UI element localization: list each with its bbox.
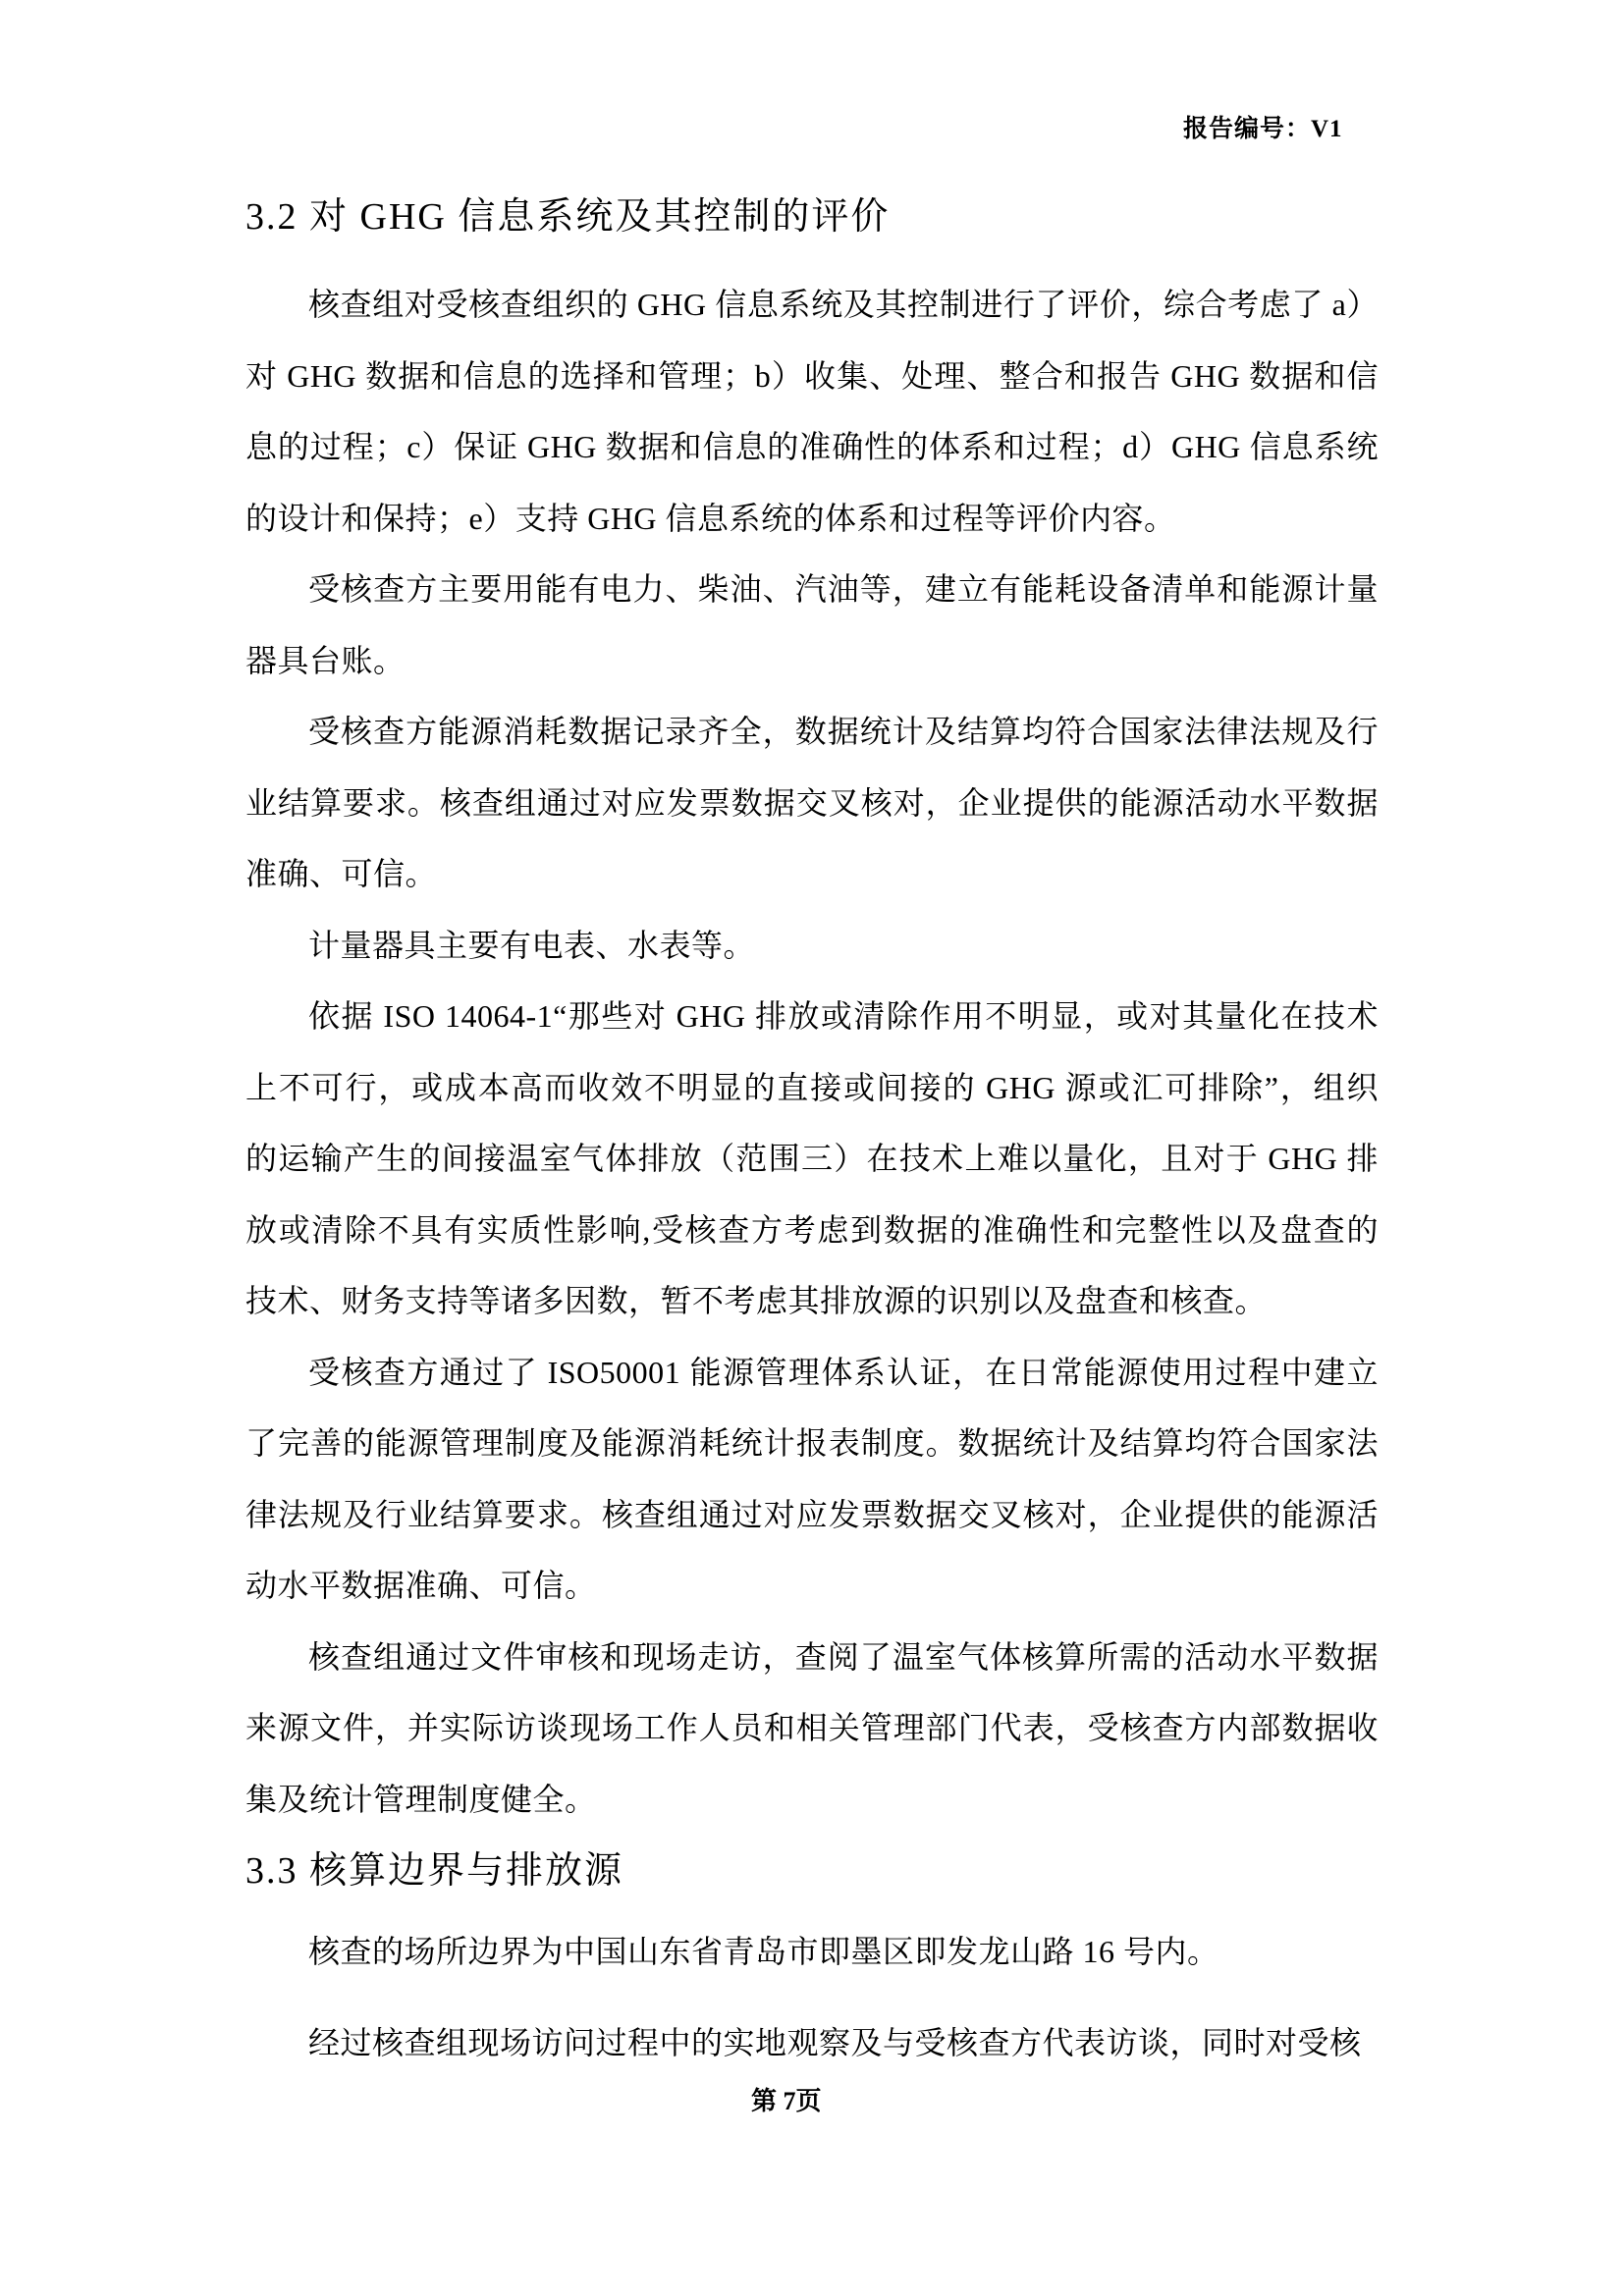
body-line: 经过核查组现场访问过程中的实地观察及与受核查方代表访谈，同时对受核 xyxy=(308,2024,1362,2060)
body-line: 了完善的能源管理制度及能源消耗统计报表制度。数据统计及结算均符合国家法 xyxy=(245,1425,1379,1461)
body-line: 准确、可信。 xyxy=(245,856,438,891)
body-line: 计量器具主要有电表、水表等。 xyxy=(308,927,756,963)
body-line: 业结算要求。核查组通过对应发票数据交叉核对，企业提供的能源活动水平数据 xyxy=(245,784,1379,821)
page-number-footer: 第 7页 xyxy=(751,2087,822,2115)
document-body xyxy=(245,187,1379,2078)
body-line: 放或清除不具有实质性影响,受核查方考虑到数据的准确性和完整性以及盘查的 xyxy=(245,1211,1379,1248)
report-number-header: 报告编号：V1 xyxy=(1183,116,1343,142)
section-heading: 3.2 对 GHG 信息系统及其控制的评价 xyxy=(245,196,891,238)
body-line: 核查组通过文件审核和现场走访，查阅了温室气体核算所需的活动水平数据 xyxy=(308,1638,1379,1675)
body-line: 对 GHG 数据和信息的选择和管理；b）收集、处理、整合和报告 GHG 数据和信 xyxy=(245,357,1379,394)
body-line: 动水平数据准确、可信。 xyxy=(245,1568,597,1603)
body-line: 集及统计管理制度健全。 xyxy=(245,1781,597,1817)
body-line: 受核查方能源消耗数据记录齐全，数据统计及结算均符合国家法律法规及行 xyxy=(308,714,1379,749)
body-line: 依据 ISO 14064-1“那些对 GHG 排放或清除作用不明显，或对其量化在技术 xyxy=(308,998,1379,1034)
section-heading: 3.3 核算边界与排放源 xyxy=(245,1850,624,1892)
body-line: 受核查方主要用能有电力、柴油、汽油等，建立有能耗设备清单和能源计量 xyxy=(308,571,1379,607)
body-line: 的运输产生的间接温室气体排放（范围三）在技术上难以量化，且对于 GHG 排 xyxy=(245,1141,1379,1176)
body-line: 的设计和保持；e）支持 GHG 信息系统的体系和过程等评价内容。 xyxy=(245,500,1176,536)
body-line: 技术、财务支持等诸多因数，暂不考虑其排放源的识别以及盘查和核查。 xyxy=(245,1283,1268,1318)
body-line: 核查的场所边界为中国山东省青岛市即墨区即发龙山路 16 号内。 xyxy=(308,1934,1219,1969)
body-line: 来源文件，并实际访谈现场工作人员和相关管理部门代表，受核查方内部数据收 xyxy=(245,1710,1379,1745)
body-line: 律法规及行业结算要求。核查组通过对应发票数据交叉核对，企业提供的能源活 xyxy=(245,1496,1379,1532)
body-line: 器具台账。 xyxy=(245,642,406,678)
body-line: 核查组对受核查组织的 GHG 信息系统及其控制进行了评价，综合考虑了 a） xyxy=(308,287,1379,322)
body-line: 息的过程；c）保证 GHG 数据和信息的准确性的体系和过程；d）GHG 信息系统 xyxy=(245,429,1379,464)
body-line: 受核查方通过了 ISO50001 能源管理体系认证，在日常能源使用过程中建立 xyxy=(308,1354,1379,1390)
body-line: 上不可行，或成本高而收效不明显的直接或间接的 GHG 源或汇可排除”，组织 xyxy=(245,1069,1379,1105)
